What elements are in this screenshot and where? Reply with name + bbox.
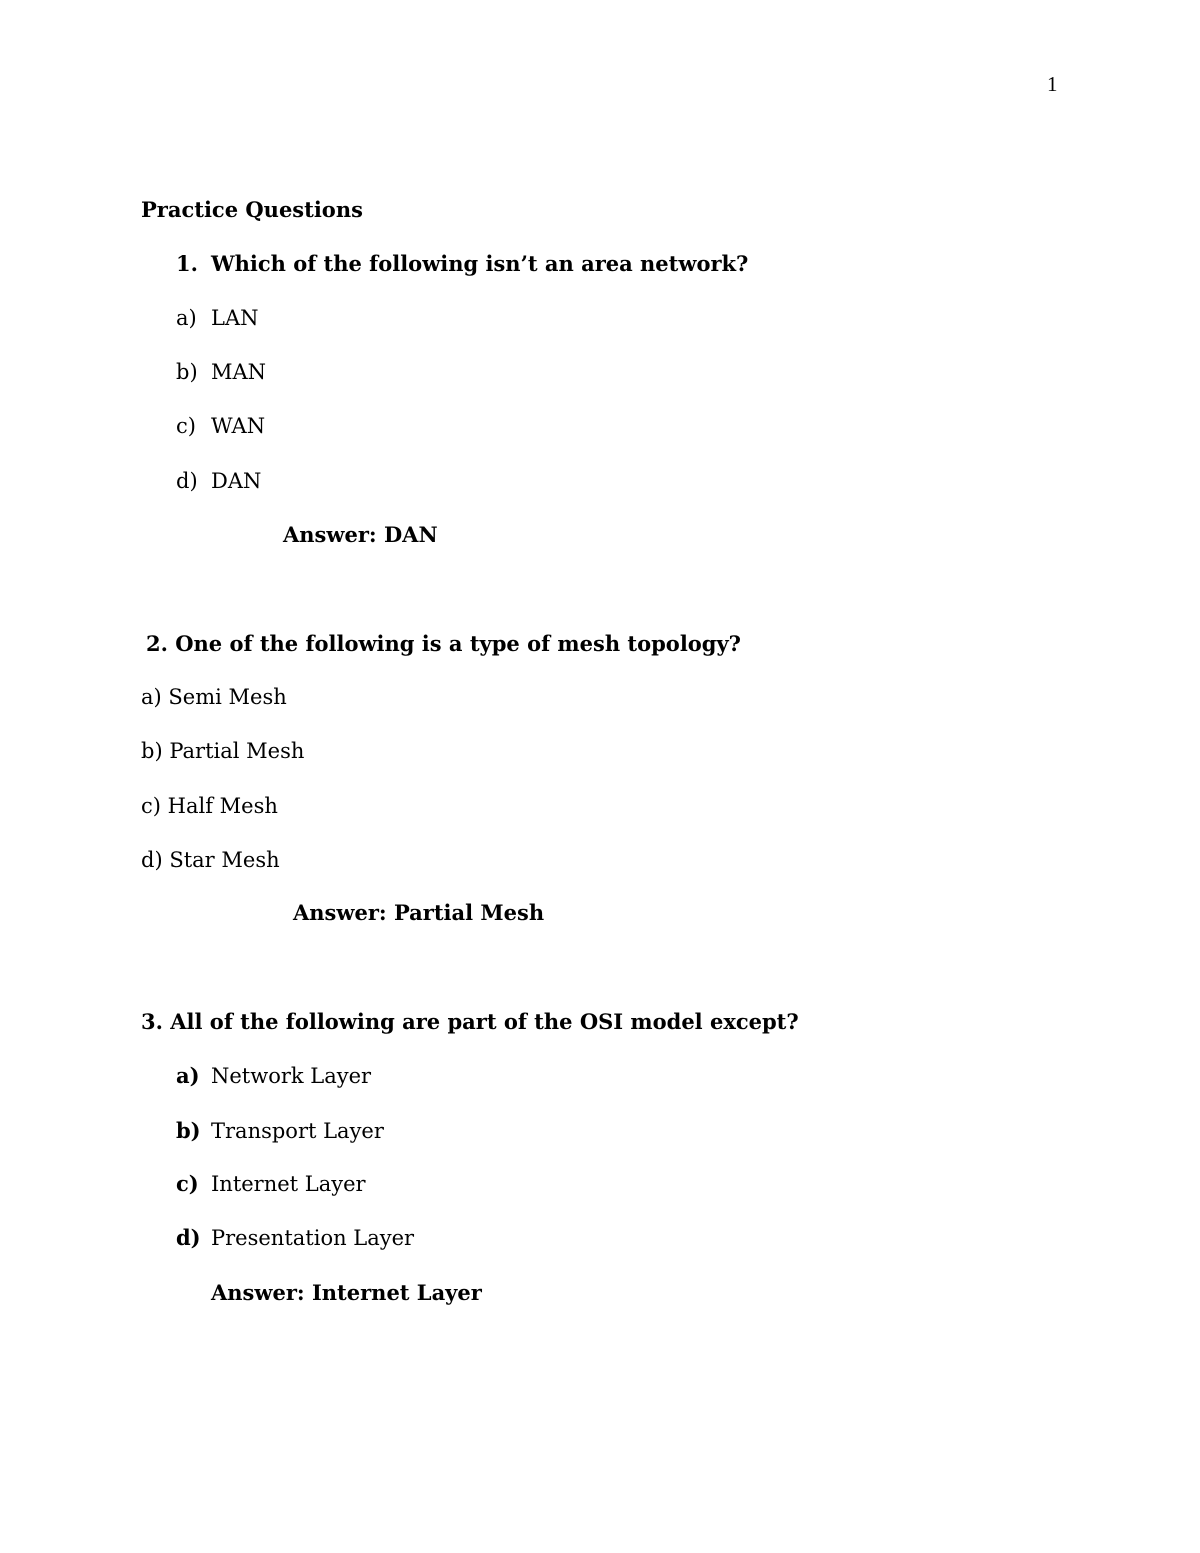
option-item xyxy=(176,469,261,493)
option-label: b) xyxy=(176,360,198,384)
option-text: Transport Layer xyxy=(211,1119,384,1143)
option-item xyxy=(176,306,259,330)
option-label: a) xyxy=(176,306,197,330)
document-title: Practice Questions xyxy=(141,197,363,222)
option-text: Network Layer xyxy=(211,1064,372,1088)
option-text: LAN xyxy=(211,306,259,330)
answer-line xyxy=(293,901,544,925)
option-text: Semi Mesh xyxy=(168,685,287,709)
option-text: Internet Layer xyxy=(211,1172,366,1196)
option-item xyxy=(176,414,265,438)
question-2 xyxy=(146,632,741,656)
question-3 xyxy=(141,1010,799,1034)
option-text: DAN xyxy=(211,469,262,493)
answer-label: Answer: xyxy=(211,1280,305,1305)
question-1 xyxy=(176,252,748,276)
answer-text: Internet Layer xyxy=(311,1280,482,1305)
option-text: WAN xyxy=(211,414,266,438)
answer-label: Answer: xyxy=(283,522,377,547)
option-label: c) xyxy=(176,1171,199,1196)
page-number: 1 xyxy=(1047,72,1058,96)
option-label: c) xyxy=(176,414,196,438)
question-number: 2. xyxy=(146,631,168,656)
answer-line xyxy=(283,523,438,547)
option-item xyxy=(176,1172,366,1196)
option-item xyxy=(176,1064,371,1088)
option-label: a) xyxy=(176,1063,200,1088)
answer-text: Partial Mesh xyxy=(393,900,545,925)
question-text: One of the following is a type of mesh topology? xyxy=(175,631,741,656)
option-item xyxy=(141,685,287,709)
option-text: Presentation Layer xyxy=(211,1226,415,1250)
option-item xyxy=(176,1226,414,1250)
option-text: Star Mesh xyxy=(169,848,280,872)
question-text: All of the following are part of the OSI model except? xyxy=(170,1009,799,1034)
option-label: d) xyxy=(176,469,198,493)
option-item xyxy=(141,794,278,818)
option-label: d) xyxy=(141,848,163,872)
question-text: Which of the following isn’t an area network? xyxy=(211,251,749,276)
option-text: Half Mesh xyxy=(167,794,278,818)
option-label: b) xyxy=(176,1118,201,1143)
option-item xyxy=(141,739,304,763)
question-number: 3. xyxy=(141,1009,163,1034)
answer-label: Answer: xyxy=(293,900,387,925)
option-label: c) xyxy=(141,794,161,818)
option-label: d) xyxy=(176,1225,201,1250)
option-text: MAN xyxy=(211,360,267,384)
option-item xyxy=(176,360,266,384)
answer-text: DAN xyxy=(383,522,438,547)
option-label: b) xyxy=(141,739,163,763)
option-item xyxy=(141,848,280,872)
option-label: a) xyxy=(141,685,162,709)
question-number: 1. xyxy=(176,251,198,276)
option-text: Partial Mesh xyxy=(169,739,305,763)
option-item xyxy=(176,1119,384,1143)
answer-line xyxy=(211,1281,482,1305)
